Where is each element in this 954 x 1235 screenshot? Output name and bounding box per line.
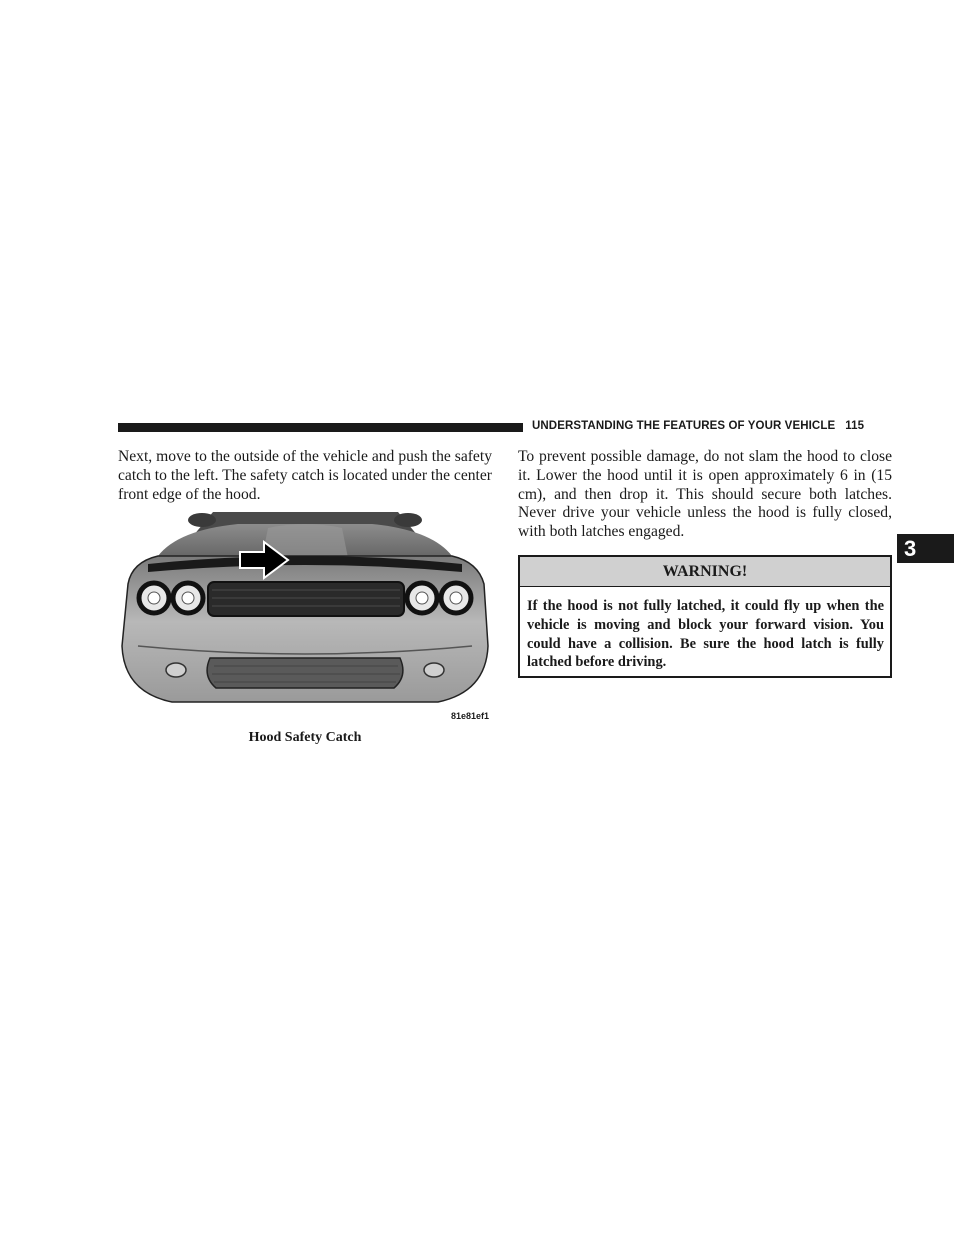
- warning-box: [518, 555, 892, 678]
- left-paragraph: Next, move to the outside of the vehicle and push the safety catch to the left. The safety catch is located under the center front edge of the hood.: [118, 448, 492, 503]
- right-column: [518, 448, 892, 542]
- warning-title: WARNING!: [520, 557, 890, 587]
- figure-code: 81e81ef1: [451, 711, 490, 721]
- hood-safety-catch-illustration: [118, 506, 492, 726]
- right-paragraph: To prevent possible damage, do not slam the hood to close it. Lower the hood until it is open approximately 6 in (15 cm), and then drop it. This should secure both latches. Never drive your vehicle unless the hood is fully closed, with both latches engaged.: [518, 448, 892, 541]
- chapter-tab: 3: [897, 534, 954, 563]
- running-header: [532, 420, 892, 432]
- header-rule: [118, 423, 523, 432]
- page-number: 115: [845, 420, 865, 432]
- section-title: UNDERSTANDING THE FEATURES OF YOUR VEHICLE: [532, 420, 836, 432]
- left-column: [118, 448, 492, 504]
- warning-text: If the hood is not fully latched, it could fly up when the vehicle is moving and block your forward vision. You could have a collision. Be sure the hood latch is fully latched before driving.: [527, 598, 884, 671]
- figure-caption: Hood Safety Catch: [248, 730, 362, 745]
